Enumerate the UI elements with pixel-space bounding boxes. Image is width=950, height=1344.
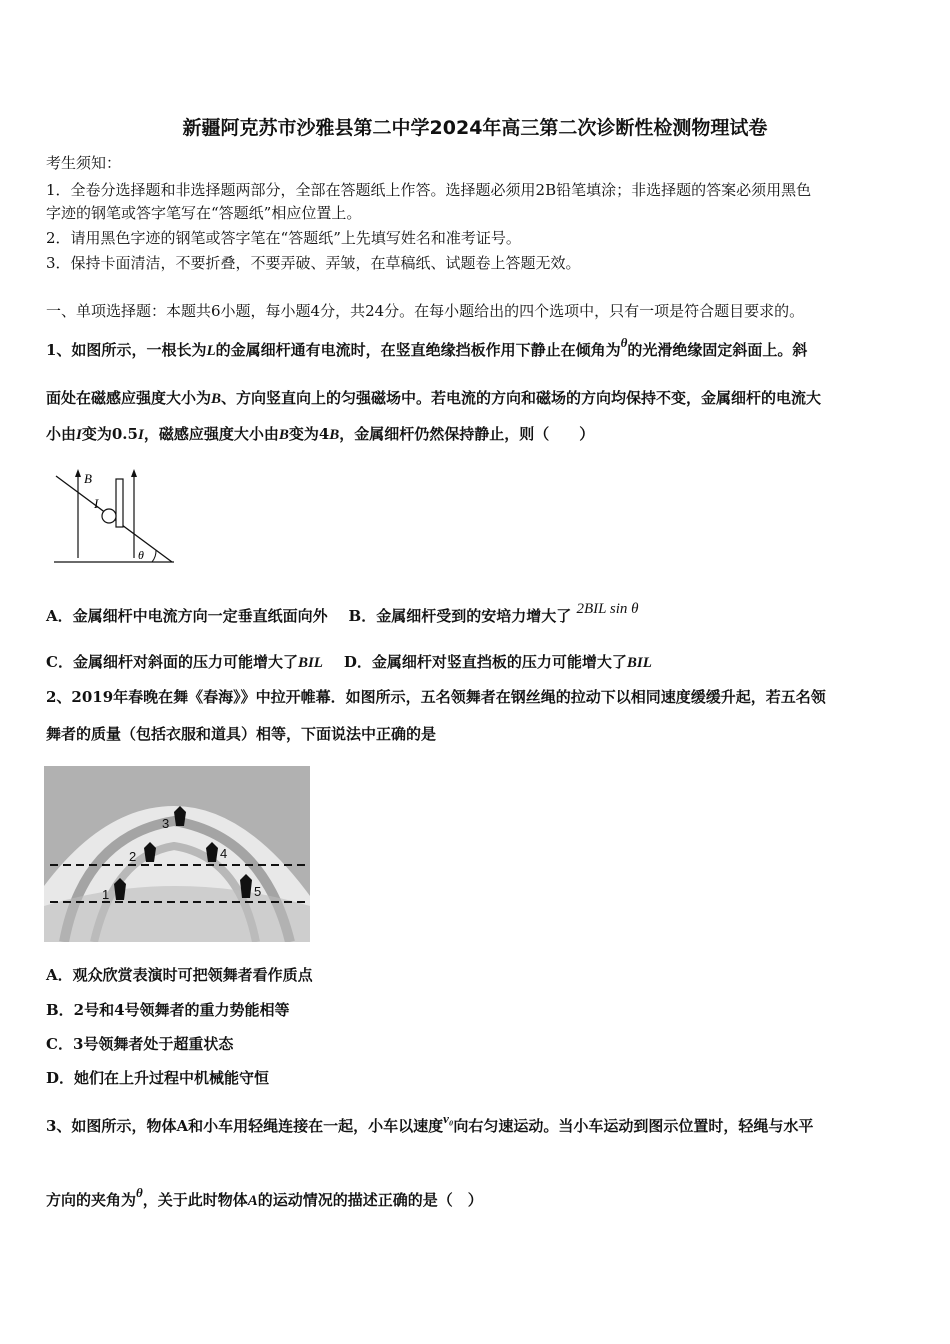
q1-option-b-math: 2BIL sin θ — [576, 601, 639, 617]
q3-text: 向右匀速运动。当小车运动到图示位置时，轻绳与水平 — [453, 1117, 814, 1135]
q3-var-v0: v₀ — [443, 1111, 454, 1126]
q3-line-2 — [46, 1185, 483, 1211]
q1-text: 1、如图所示，一根长为 — [46, 341, 207, 359]
q2-option-c: C．3号领舞者处于超重状态 — [46, 1035, 234, 1053]
notice-heading: 考生须知： — [46, 154, 122, 172]
q1-line-1 — [46, 335, 808, 361]
q1-text: 变为0.5 — [81, 425, 138, 443]
page-title: 新疆阿克苏市沙雅县第二中学2024年高三第二次诊断性检测物理试卷 — [182, 117, 768, 139]
dancer-label-2: 2 — [129, 849, 137, 864]
dancer-photo — [44, 766, 310, 942]
q1-line-3 — [46, 424, 594, 445]
q1-var-B: B — [278, 427, 289, 443]
dancer-label-1: 1 — [102, 887, 110, 902]
angle-arc — [152, 550, 156, 562]
q1-text: ，金属细杆仍然保持静止，则（ ） — [339, 425, 595, 443]
q1-text: 的金属细杆通有电流时，在竖直绝缘挡板作用下静止在倾角为 — [215, 341, 621, 359]
notice-item-1: 1．全卷分选择题和非选择题两部分，全部在答题纸上作答。选择题必须用2B铅笔填涂；非选择题的答案必须用黑色 — [46, 181, 812, 199]
q2-option-d: D．她们在上升过程中机械能守恒 — [46, 1069, 270, 1087]
q2-option-a: A．观众欣赏表演时可把领舞者看作质点 — [46, 966, 313, 984]
q1-option-a-b — [46, 601, 639, 627]
q1-text: 面处在磁感应强度大小为 — [46, 389, 212, 407]
dancer-label-4: 4 — [220, 846, 228, 861]
metal-rod — [102, 509, 116, 523]
q3-text: 方向的夹角为 — [46, 1191, 137, 1209]
vertical-baffle — [116, 479, 123, 527]
q1-text: 小由 — [46, 425, 77, 443]
q1-option-a: A．金属细杆中电流方向一定垂直纸面向外 — [46, 607, 328, 625]
q1-option-c-math: BIL — [297, 655, 323, 671]
label-I: I — [94, 496, 99, 511]
q1-option-c-d — [46, 652, 652, 673]
q1-option-d: D．金属细杆对竖直挡板的压力可能增大了 — [343, 653, 627, 671]
q1-text: ，磁感应强度大小由 — [143, 425, 279, 443]
q3-text: 的运动情况的描述正确的是（ ） — [257, 1191, 483, 1209]
notice-item-3: 3．保持卡面清洁，不要折叠，不要弄破、弄皱，在草稿纸、试题卷上答题无效。 — [46, 254, 581, 272]
q1-var-theta: θ — [620, 335, 628, 350]
q1-option-d-math: BIL — [626, 655, 652, 671]
q1-text: 的光滑绝缘固定斜面上。斜 — [627, 341, 808, 359]
q1-var-B: B — [211, 391, 222, 407]
q1-var-I: I — [76, 427, 82, 443]
notice-item-1-cont: 字迹的钢笔或答字笔写在“答题纸”相应位置上。 — [46, 204, 362, 222]
q3-var-theta: θ — [136, 1185, 143, 1200]
q2-line-1: 2、2019年春晚在舞《春海》》中拉开帷幕．如图所示，五名领舞者在钢丝绳的拉动下以相同速度缓缓升起，若五名领 — [46, 688, 826, 706]
label-theta: θ — [138, 548, 144, 562]
notice-item-2: 2．请用黑色字迹的钢笔或答字笔在“答题纸”上先填写姓名和准考证号。 — [46, 229, 521, 247]
dancer-label-5: 5 — [254, 884, 262, 899]
q1-var-I: I — [137, 427, 144, 443]
q1-line-2 — [46, 388, 821, 409]
q3-text: 3、如图所示，物体A和小车用轻绳连接在一起，小车以速度 — [46, 1117, 444, 1135]
incline-diagram — [48, 466, 178, 566]
section-1-heading: 一、单项选择题：本题共6小题，每小题4分，共24分。在每小题给出的四个选项中，只有一项是符合题目要求的。 — [46, 302, 805, 320]
q1-text: 变为4 — [288, 425, 330, 443]
q3-var-A: A — [247, 1193, 258, 1209]
arrow-head-right — [131, 469, 137, 477]
q3-text: ，关于此时物体 — [142, 1191, 248, 1209]
q1-var-L: L — [206, 343, 216, 359]
q1-option-b: B．金属细杆受到的安培力增大了 — [348, 607, 572, 625]
q1-var-B: B — [329, 427, 340, 443]
q2-line-2: 舞者的质量（包括衣服和道具）相等，下面说法中正确的是 — [46, 725, 437, 743]
arrow-head-left — [75, 469, 81, 477]
q3-line-1 — [46, 1111, 814, 1137]
dancer-label-3: 3 — [162, 816, 170, 831]
q2-option-b: B．2号和4号领舞者的重力势能相等 — [46, 1001, 290, 1019]
label-B: B — [84, 471, 92, 486]
q1-text: 、方向竖直向上的匀强磁场中。若电流的方向和磁场的方向均保持不变，金属细杆的电流大 — [221, 389, 822, 407]
q1-option-c: C．金属细杆对斜面的压力可能增大了 — [46, 653, 298, 671]
